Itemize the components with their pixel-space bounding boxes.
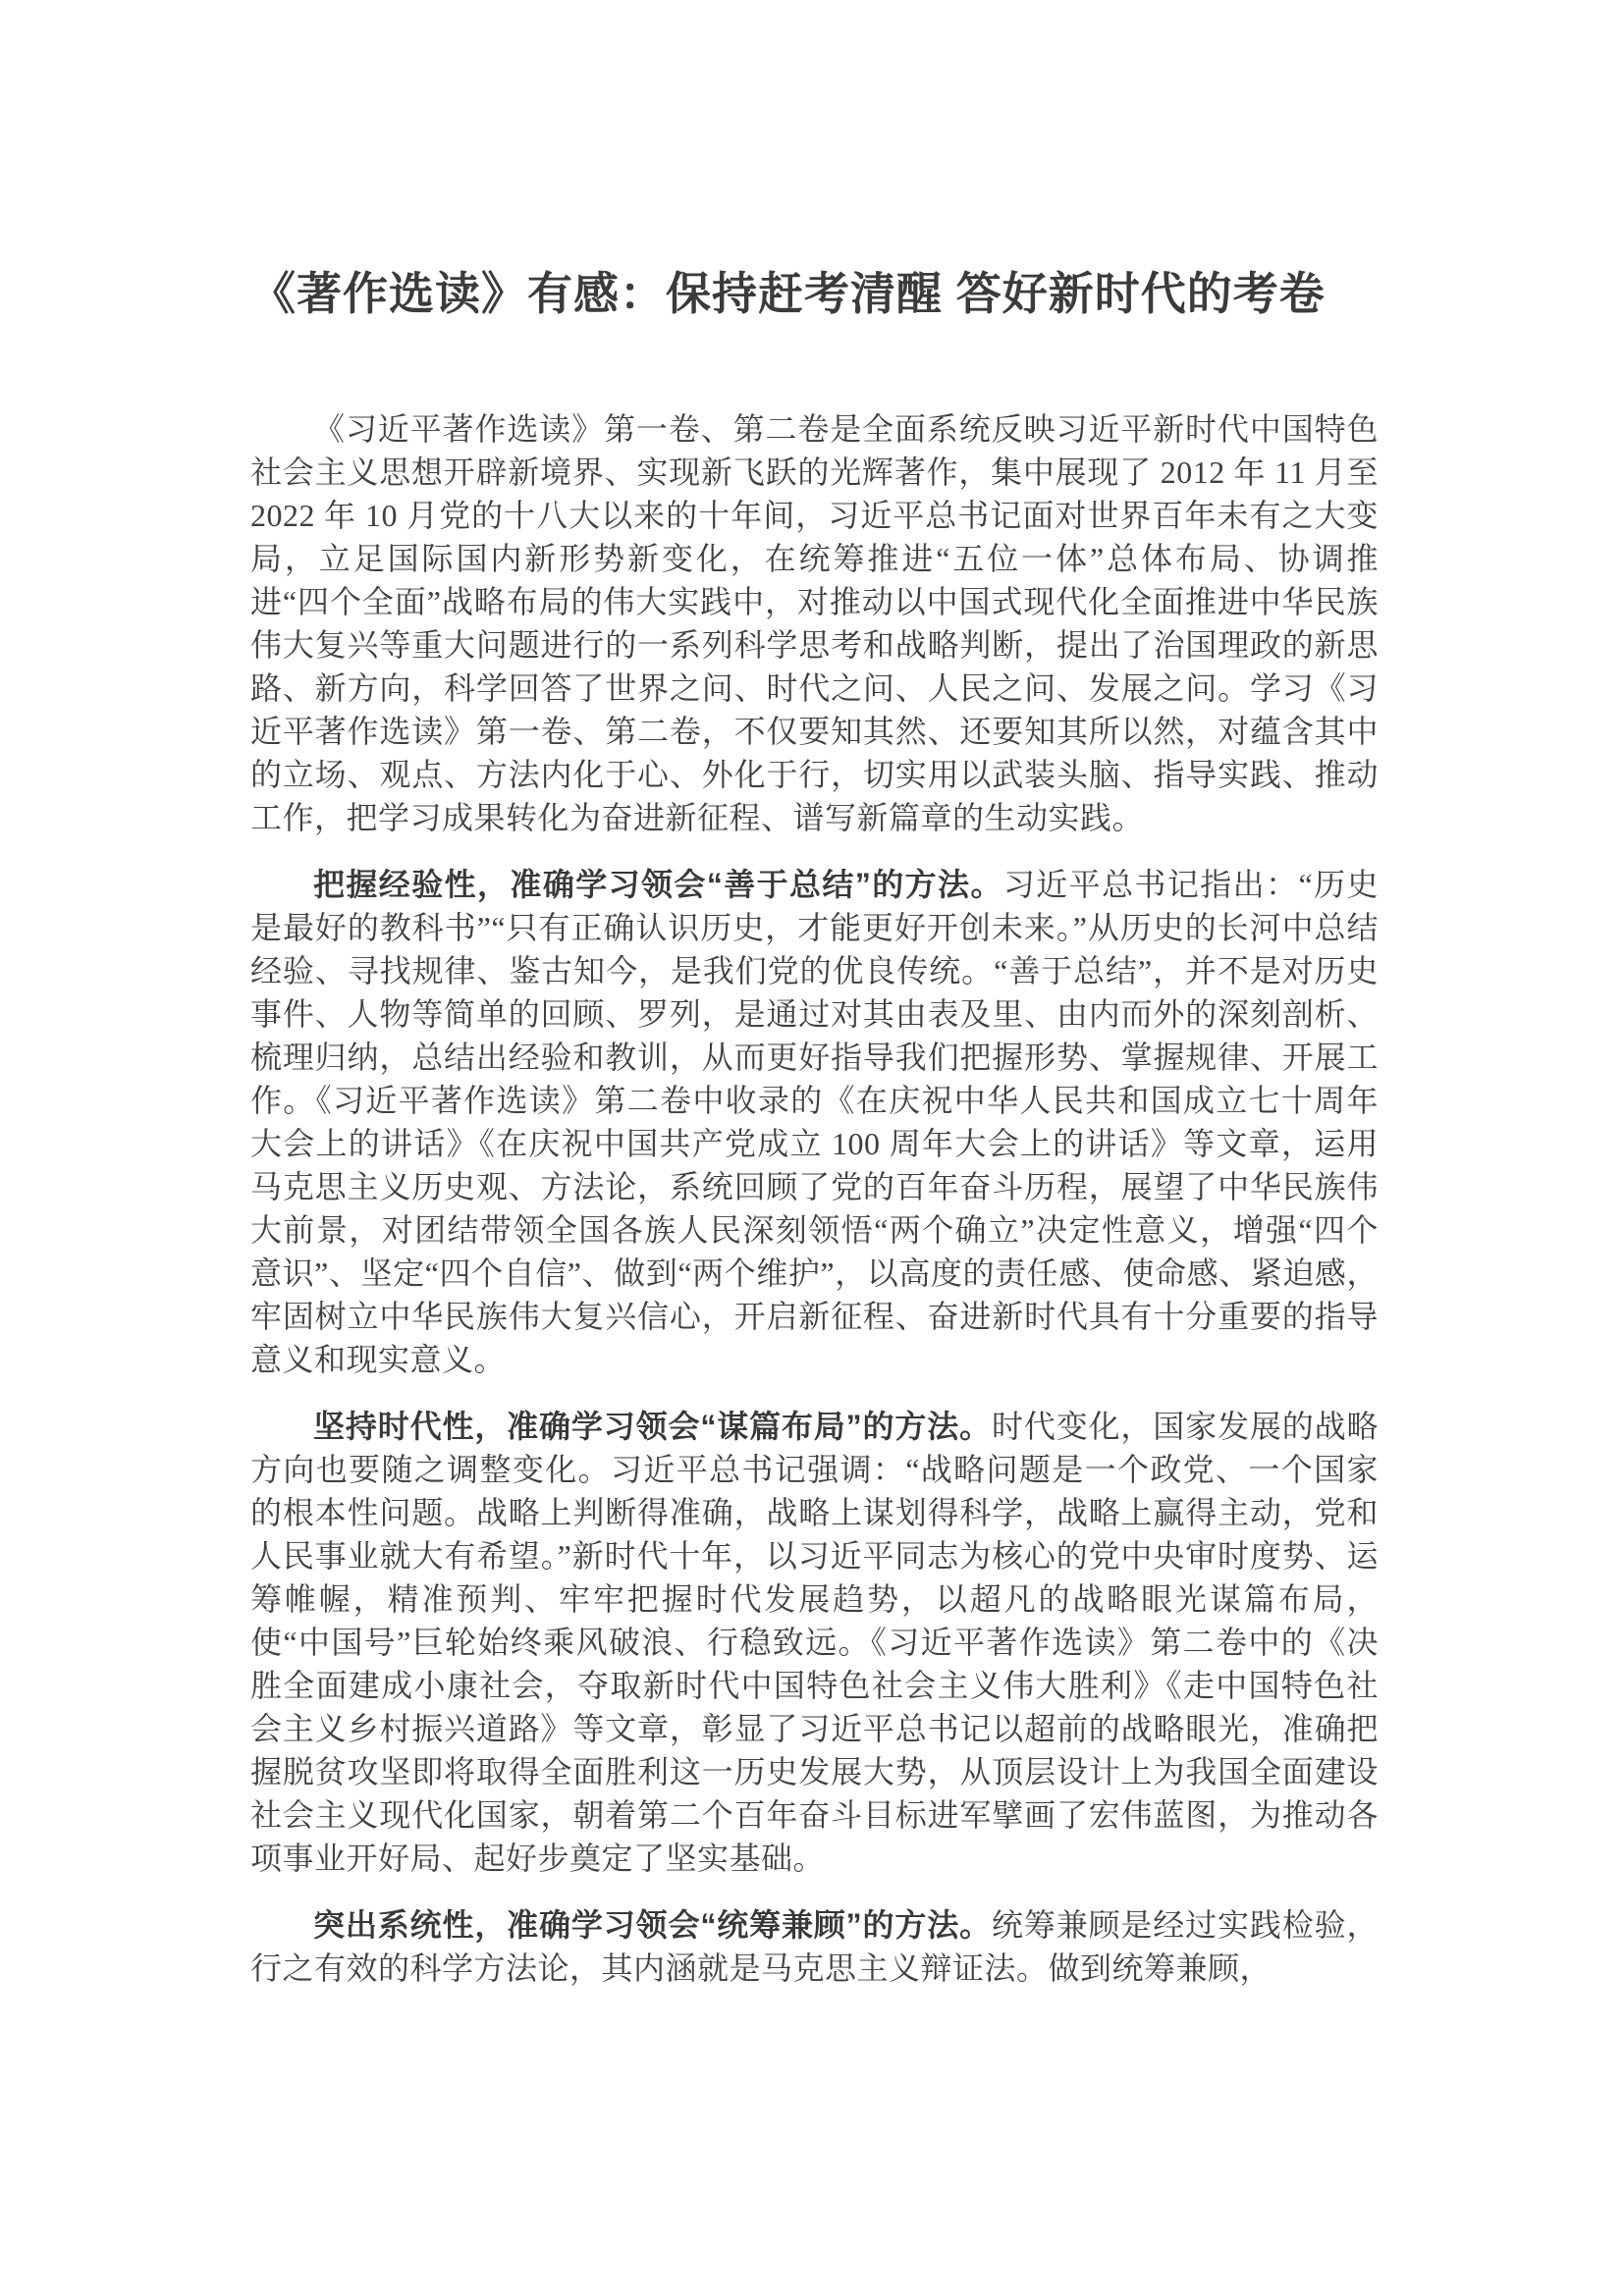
paragraph-body: 统筹兼顾是经过实践检验，行之有效的科学方法论，其内涵就是马克思主义辩证法。做到统筹兼顾， — [250, 1907, 1379, 1987]
paragraph-lead: 坚持时代性，准确学习领会“谋篇布局”的方法。 — [313, 1409, 992, 1445]
paragraph — [250, 1903, 1379, 1990]
document-title: 《著作选读》有感：保持赶考清醒 答好新时代的考卷 — [250, 268, 1326, 319]
paragraph-body: 《习近平著作选读》第一卷、第二卷是全面系统反映习近平新时代中国特色社会主义思想开辟新境界、实现新飞跃的光辉著作，集中展现了 2012 年 11 月至 2022 年 10 月党的十八大以来的十年间，习近平总书记面对世界百年未有之大变局，立足国际国内新形势新变化，在统筹推进“五位一体”总体布局、协调推进“四个全面”战略布局的伟大实践中，对推动以中国式现代化全面推进中华民族伟大复兴等重大问题进行的一系列科学思考和战略判断，提出了治国理政的新思路、新方向，科学回答了世界之问、时代之问、人民之问、发展之问。学习《习近平著作选读》第一卷、第二卷，不仅要知其然、还要知其所以然，对蕴含其中的立场、观点、方法内化于心、外化于行，切实用以武装头脑、指导实践、推动工作，把学习成果转化为奋进新征程、谱写新篇章的生动实践。 — [250, 411, 1379, 836]
paragraph-lead: 把握经验性，准确学习领会“善于总结”的方法。 — [313, 867, 1003, 903]
paragraph-lead: 突出系统性，准确学习领会“统筹兼顾”的方法。 — [313, 1907, 992, 1944]
paragraph-body: 习近平总书记指出：“历史是最好的教科书”“只有正确认识历史，才能更好开创未来。”从历史的长河中总结经验、寻找规律、鉴古知今，是我们党的优良传统。“善于总结”，并不是对历史事件、人物等简单的回顾、罗列，是通过对其由表及里、由内而外的深刻剖析、梳理归纳，总结出经验和教训，从而更好指导我们把握形势、掌握规律、开展工作。《习近平著作选读》第二卷中收录的《在庆祝中华人民共和国成立七十周年大会上的讲话》《在庆祝中国共产党成立 100 周年大会上的讲话》等文章，运用马克思主义历史观、方法论，系统回顾了党的百年奋斗历程，展望了中华民族伟大前景，对团结带领全国各族人民深刻领悟“两个确立”决定性意义，增强“四个意识”、坚定“四个自信”、做到“两个维护”，以高度的责任感、使命感、紧迫感，牢固树立中华民族伟大复兴信心，开启新征程、奋进新时代具有十分重要的指导意义和现实意义。 — [250, 867, 1379, 1378]
paragraph — [250, 1405, 1379, 1880]
paragraph — [250, 863, 1379, 1381]
paragraph — [250, 407, 1379, 839]
paragraph-body: 时代变化，国家发展的战略方向也要随之调整变化。习近平总书记强调：“战略问题是一个政党、一个国家的根本性问题。战略上判断得准确，战略上谋划得科学，战略上赢得主动，党和人民事业就大有希望。”新时代十年，以习近平同志为核心的党中央审时度势、运筹帷幄，精准预判、牢牢把握时代发展趋势，以超凡的战略眼光谋篇布局，使“中国号”巨轮始终乘风破浪、行稳致远。《习近平著作选读》第二卷中的《决胜全面建成小康社会，夺取新时代中国特色社会主义伟大胜利》《走中国特色社会主义乡村振兴道路》等文章，彰显了习近平总书记以超前的战略眼光，准确把握脱贫攻坚即将取得全面胜利这一历史发展大势，从顶层设计上为我国全面建设社会主义现代化国家，朝着第二个百年奋斗目标进军擘画了宏伟蓝图，为推动各项事业开好局、起好步奠定了坚实基础。 — [250, 1409, 1379, 1877]
